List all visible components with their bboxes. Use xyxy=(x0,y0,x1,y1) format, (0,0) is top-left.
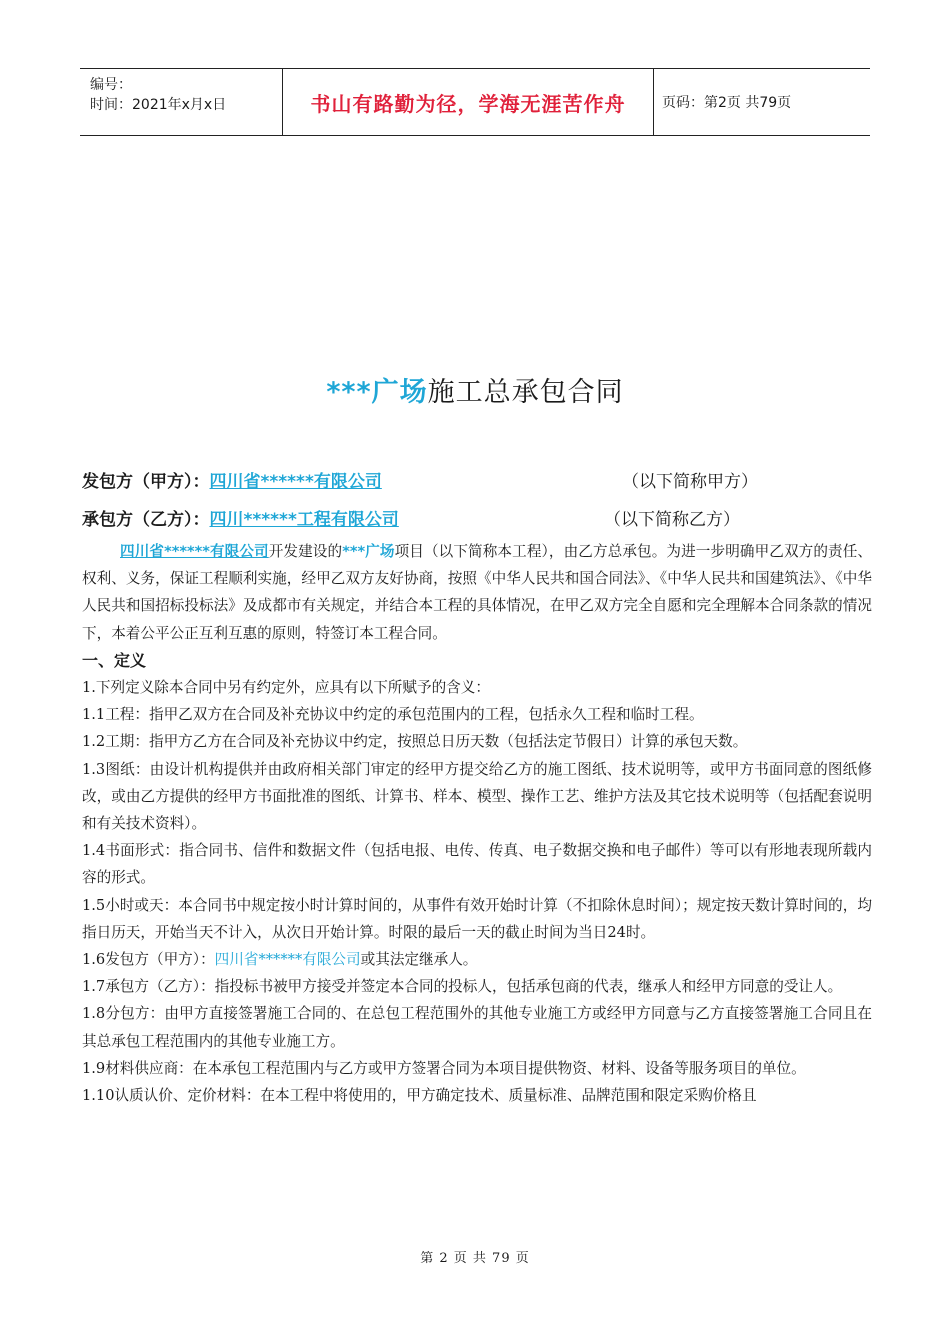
page-header xyxy=(80,68,870,136)
contract-body xyxy=(82,538,872,1109)
header-number: 编号： xyxy=(90,77,132,93)
clause-1-6-rest: 或其法定继承人。 xyxy=(360,951,478,969)
clause-1-6 xyxy=(82,946,872,973)
clause-1-10: 1.10认质认价、定价材料：在本工程中将使用的，甲方确定技术、质量标准、品牌范围和限定采购价格且 xyxy=(82,1087,757,1105)
intro-company-link[interactable]: 四川省******有限公司 xyxy=(120,543,269,560)
party-b-abbr: （以下简称乙方） xyxy=(604,510,740,530)
party-b xyxy=(82,505,872,530)
party-a xyxy=(82,467,872,492)
header-time: 时间：2021年x月x日 xyxy=(90,97,227,113)
clause-1-3: 1.3图纸：由设计机构提供并由政府相关部门审定的经甲方提交给乙方的施工图纸、技术说明等，或甲方书面同意的图纸修改，或由乙方提供的经甲方书面批准的图纸、计算书、样本、模型、操作工艺、维护方法及其它技术说明等（包括配套说明和有关技术资料）。 xyxy=(82,760,872,833)
header-motto: 书山有路勤为径，学海无涯苦作舟 xyxy=(282,69,654,135)
header-meta xyxy=(80,69,282,135)
section-heading-definitions: 一、定义 xyxy=(82,650,147,670)
party-a-name-link[interactable]: 四川省******有限公司 xyxy=(209,472,382,492)
intro-paragraph xyxy=(82,538,872,647)
header-page-info: 页码：第2页 共79页 xyxy=(662,95,792,111)
clause-1-7: 1.7承包方（乙方）：指投标书被甲方接受并签定本合同的投标人，包括承包商的代表，继承人和经甲方同意的受让人。 xyxy=(82,978,843,996)
page-footer: 第 2 页 共 79 页 xyxy=(420,1251,530,1266)
party-b-name-link[interactable]: 四川******工程有限公司 xyxy=(209,510,399,530)
party-a-label: 发包方（甲方）： xyxy=(82,472,210,492)
clause-1-6-company: 四川省******有限公司 xyxy=(214,951,361,969)
clause-1-8: 1.8分包方：由甲方直接签署施工合同的、在总包工程范围外的其他专业施工方或经甲方同意与乙方直接签署施工合同且在其总承包工程范围内的其他专业施工方。 xyxy=(82,1005,872,1050)
intro-text-2: 项目（以下简称本工程），由乙方总承包。为进一步明确甲乙双方的责任、权利、义务，保证工程顺利实施，经甲乙双方友好协商，按照《中华人民共和国合同法》、《中华人民共和国建筑法》、《中华人民共和国招标投标法》及成都市有关规定，并结合本工程的具体情况，在甲乙双方完全自愿和完全理解本合同条款的情况下，本着公平公正互利互惠的原则，特签订本工程合同。 xyxy=(82,543,873,642)
intro-project: ***广场 xyxy=(342,543,395,560)
party-b-label: 承包方（乙方）： xyxy=(82,510,210,530)
clause-1-9: 1.9材料供应商：在本承包工程范围内与乙方或甲方签署合同为本项目提供物资、材料、设备等服务项目的单位。 xyxy=(82,1059,806,1077)
title-contract-type: 施工总承包合同 xyxy=(427,377,624,408)
clause-1-5: 1.5小时或天：本合同书中规定按小时计算时间的，从事件有效开始时计算（不扣除休息时间）；规定按天数计算时间的，均指日历天，开始当天不计入，从次日开始计算。时限的最后一天的截止时间为当日24时。 xyxy=(82,896,872,941)
title-project-name: ***广场 xyxy=(326,377,428,408)
document-title xyxy=(0,370,950,409)
clause-1: 1.下列定义除本合同中另有约定外，应具有以下所赋予的含义： xyxy=(82,679,490,697)
clause-1-2: 1.2工期：指甲方乙方在合同及补充协议中约定，按照总日历天数（包括法定节假日）计算的承包天数。 xyxy=(82,733,748,751)
clause-1-4: 1.4书面形式：指合同书、信件和数据文件（包括电报、电传、传真、电子数据交换和电子邮件）等可以有形地表现所载内容的形式。 xyxy=(82,842,872,887)
intro-text-1: 开发建设的 xyxy=(268,543,343,560)
clause-1-6-label: 1.6发包方（甲方）： xyxy=(82,951,215,969)
clause-1-1: 1.1工程：指甲乙双方在合同及补充协议中约定的承包范围内的工程，包括永久工程和临时工程。 xyxy=(82,706,704,724)
party-a-abbr: （以下简称甲方） xyxy=(622,472,758,492)
